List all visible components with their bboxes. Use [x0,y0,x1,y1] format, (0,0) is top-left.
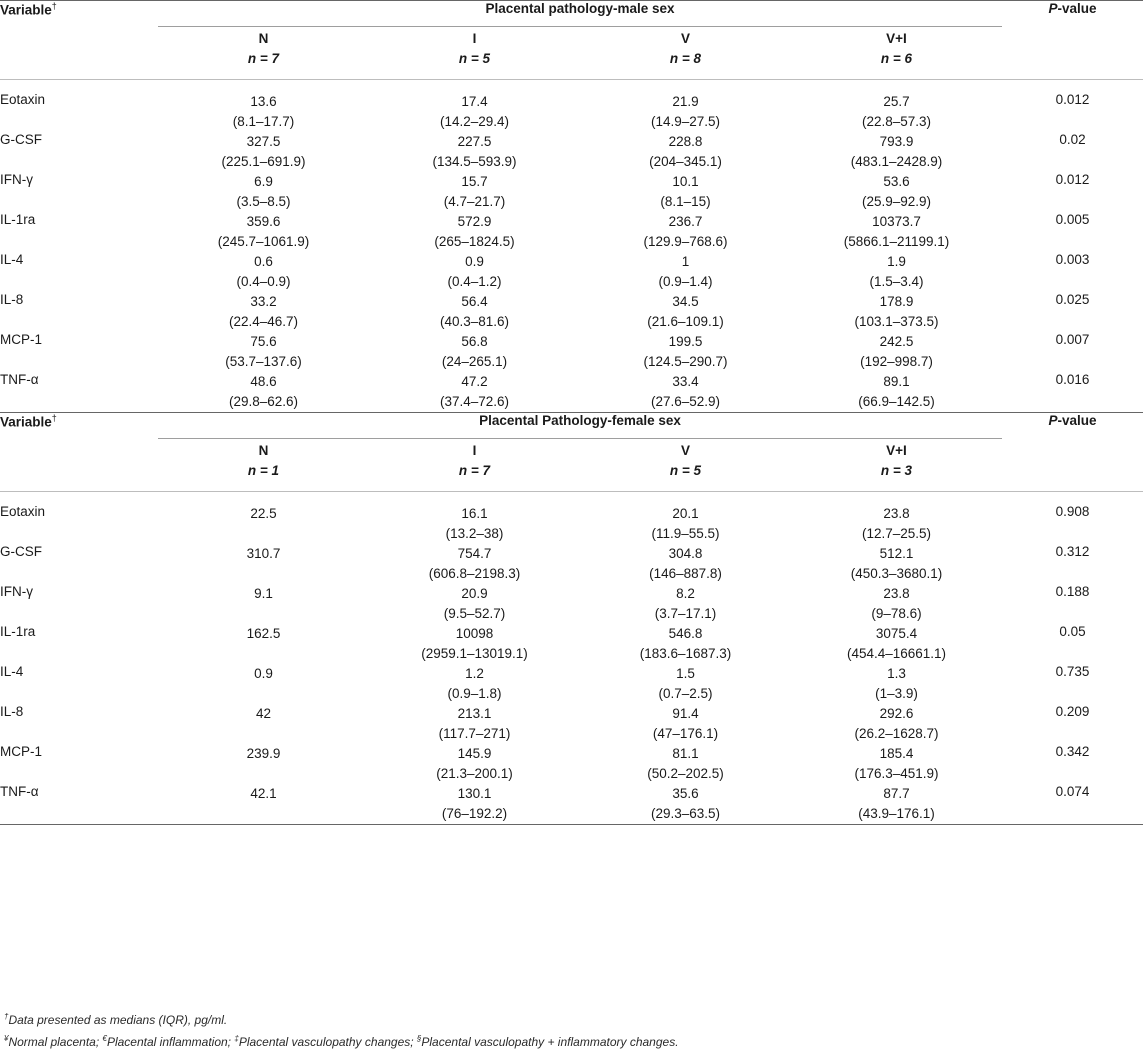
table-row [0,624,1143,664]
median-cell [580,704,791,744]
footnote-data-note [4,1012,227,1027]
group-label: V+I [886,443,907,458]
median-cell [580,372,791,413]
p-value-header-rest: -value [1057,1,1097,16]
median-value: 9.1 [254,586,273,601]
table-row [0,332,1143,372]
median-cell [791,292,1002,332]
p-value-header-rest: -value [1057,413,1097,428]
p-value-cell: 0.025 [1055,292,1090,307]
median-cell [158,292,369,332]
median-value: 213.1 [457,706,492,721]
group-header [158,441,369,492]
median-value: 162.5 [246,626,281,641]
p-value-cell: 0.012 [1055,172,1090,187]
table-row [0,584,1143,624]
iqr-value: (1–3.9) [875,686,918,701]
footnote-text: Data presented as medians (IQR), pg/ml. [8,1013,228,1027]
median-value: 20.9 [461,586,488,601]
iqr-value: (606.8–2198.3) [428,566,521,581]
iqr-value: (14.2–29.4) [439,114,510,129]
iqr-value: (29.3–63.5) [650,806,721,821]
median-cell [791,492,1002,544]
iqr-value: (176.3–451.9) [854,766,939,781]
iqr-value: (0.9–1.4) [658,274,713,289]
group-count: n = 7 [247,51,280,66]
table-row [0,664,1143,704]
p-value-cell: 0.312 [1055,544,1090,559]
median-value: 754.7 [457,546,492,561]
iqr-value: (66.9–142.5) [858,394,935,409]
median-cell [791,80,1002,132]
median-cell [369,252,580,292]
p-value-cell: 0.209 [1055,704,1090,719]
table-row [0,544,1143,584]
iqr-value: (103.1–373.5) [854,314,939,329]
median-value: 793.9 [879,134,914,149]
median-cell [791,664,1002,704]
variable-header [0,1,158,80]
section-title [158,413,1002,441]
group-count: n = 5 [669,463,702,478]
group-header [791,29,1002,80]
group-label: V [680,443,690,458]
section-title-text: Placental pathology-male sex [158,1,1002,27]
median-value: 6.9 [254,174,273,189]
table-row [0,292,1143,332]
median-value: 359.6 [246,214,281,229]
iqr-value: (47–176.1) [652,726,719,741]
iqr-value: (225.1–691.9) [221,154,306,169]
median-value: 512.1 [879,546,914,561]
median-value: 546.8 [668,626,703,641]
row-variable: IL-1ra [0,212,36,227]
median-cell [369,372,580,413]
median-value: 17.4 [461,94,488,109]
median-value: 81.1 [672,746,699,761]
median-cell [369,704,580,744]
iqr-value: (265–1824.5) [434,234,515,249]
section-header-row [0,413,1143,441]
median-cell [158,212,369,252]
iqr-value: (0.9–1.8) [447,686,502,701]
median-value: 1.2 [465,666,484,681]
median-cell [158,784,369,825]
median-value: 87.7 [883,786,910,801]
median-value: 34.5 [672,294,699,309]
median-value: 15.7 [461,174,488,189]
iqr-value: (9–78.6) [871,606,922,621]
table-row [0,80,1143,132]
median-cell [580,172,791,212]
iqr-value: (25.9–92.9) [861,194,932,209]
median-cell [580,292,791,332]
median-cell [158,492,369,544]
p-value-cell: 0.074 [1055,784,1090,799]
p-value-cell: 0.007 [1055,332,1090,347]
group-header [580,29,791,80]
iqr-value: (245.7–1061.9) [217,234,310,249]
p-value-cell: 0.005 [1055,212,1090,227]
p-value-cell: 0.342 [1055,744,1090,759]
iqr-value: (8.1–17.7) [232,114,295,129]
group-count: n = 6 [880,51,913,66]
group-header-row [0,29,1143,80]
median-cell [158,544,369,584]
p-value-header [1002,1,1143,80]
iqr-value: (13.2–38) [445,526,504,541]
iqr-value: (129.9–768.6) [643,234,728,249]
row-variable: IL-8 [0,292,24,307]
footnote-marker: ‡ [234,1034,239,1043]
median-cell [580,212,791,252]
iqr-value: (1.5–3.4) [869,274,924,289]
group-label: N [258,443,269,458]
median-value: 10373.7 [872,214,921,229]
group-header [580,441,791,492]
group-count: n = 8 [669,51,702,66]
table-row [0,492,1143,544]
median-value: 239.9 [246,746,281,761]
median-cell [369,744,580,784]
iqr-value: (192–998.7) [860,354,933,369]
iqr-value: (117.7–271) [438,726,511,741]
median-cell [369,664,580,704]
p-value-cell: 0.188 [1055,584,1090,599]
row-variable: G-CSF [0,544,42,559]
table-row [0,132,1143,172]
iqr-value: (4.7–21.7) [443,194,506,209]
median-cell [580,624,791,664]
iqr-value: (146–887.8) [649,566,722,581]
median-cell [580,492,791,544]
row-variable: TNF-α [0,784,39,799]
section-header-row [0,1,1143,29]
group-label: V+I [886,31,907,46]
median-value: 21.9 [672,94,699,109]
median-value: 10098 [455,626,494,641]
median-value: 35.6 [672,786,699,801]
variable-header-marker: † [51,413,57,423]
median-cell [791,172,1002,212]
median-cell [791,372,1002,413]
median-value: 3075.4 [875,626,918,641]
median-value: 145.9 [457,746,492,761]
median-cell [580,664,791,704]
median-cell [791,584,1002,624]
footnote-marker: € [102,1034,107,1043]
table-bottom-rule [0,825,1143,826]
median-value: 20.1 [672,506,699,521]
median-value: 327.5 [246,134,281,149]
iqr-value: (21.3–200.1) [436,766,513,781]
group-header [369,441,580,492]
row-variable: Eotaxin [0,504,46,519]
median-value: 53.6 [883,174,910,189]
iqr-value: (40.3–81.6) [439,314,510,329]
iqr-value: (22.4–46.7) [228,314,299,329]
variable-header-text: Variable [0,414,52,430]
row-variable: MCP-1 [0,744,43,759]
group-header-row [0,441,1143,492]
p-value-header-italic: P [1048,1,1058,16]
median-value: 1.3 [887,666,906,681]
median-value: 22.5 [250,506,277,521]
iqr-value: (26.2–1628.7) [854,726,939,741]
median-cell [369,624,580,664]
median-value: 33.4 [672,374,699,389]
row-variable: IL-1ra [0,624,36,639]
median-value: 304.8 [668,546,703,561]
median-value: 0.6 [254,254,273,269]
median-value: 23.8 [883,586,910,601]
group-label: I [472,31,477,46]
section-title-text: Placental Pathology-female sex [158,413,1002,439]
median-value: 42 [255,706,272,721]
iqr-value: (27.6–52.9) [650,394,721,409]
p-value-cell: 0.003 [1055,252,1090,267]
median-cell [369,212,580,252]
median-value: 185.4 [879,746,914,761]
median-value: 1.9 [887,254,906,269]
median-cell [158,252,369,292]
median-cell [158,132,369,172]
p-value-cell: 0.012 [1055,92,1090,107]
median-cell [791,332,1002,372]
iqr-value: (8.1–15) [660,194,711,209]
median-cell [791,784,1002,825]
group-label: V [680,31,690,46]
median-value: 33.2 [250,294,277,309]
row-variable: IL-4 [0,252,24,267]
group-label: N [258,31,269,46]
median-cell [158,624,369,664]
iqr-value: (134.5–593.9) [432,154,517,169]
footnote-group-legend [4,1034,679,1049]
group-count: n = 5 [458,51,491,66]
median-value: 199.5 [668,334,703,349]
median-cell [158,332,369,372]
median-cell [791,704,1002,744]
median-value: 8.2 [676,586,695,601]
iqr-value: (0.4–0.9) [236,274,291,289]
table-row [0,704,1143,744]
median-cell [369,332,580,372]
iqr-value: (21.6–109.1) [647,314,724,329]
row-variable: IFN-γ [0,584,33,599]
p-value-cell: 0.02 [1059,132,1086,147]
median-cell [791,252,1002,292]
median-cell [369,784,580,825]
p-value-cell: 0.908 [1055,504,1090,519]
table-row [0,372,1143,413]
iqr-value: (22.8–57.3) [861,114,932,129]
p-value-header-italic: P [1048,413,1058,428]
iqr-value: (14.9–27.5) [650,114,721,129]
iqr-value: (5866.1–21199.1) [843,234,950,249]
median-value: 47.2 [461,374,488,389]
iqr-value: (11.9–55.5) [651,526,720,541]
median-cell [369,132,580,172]
median-cell [158,704,369,744]
median-value: 10.1 [672,174,699,189]
table-row [0,172,1143,212]
iqr-value: (454.4–16661.1) [846,646,947,661]
iqr-value: (37.4–72.6) [439,394,510,409]
median-value: 1.5 [676,666,695,681]
median-cell [791,624,1002,664]
median-cell [158,584,369,624]
table-row [0,252,1143,292]
median-value: 91.4 [672,706,699,721]
median-value: 242.5 [879,334,914,349]
median-cell [369,80,580,132]
median-cell [580,252,791,292]
iqr-value: (204–345.1) [649,154,722,169]
footnote-marker: ¥ [4,1034,9,1043]
table-row [0,212,1143,252]
median-value: 16.1 [461,506,488,521]
iqr-value: (0.7–2.5) [658,686,713,701]
footnote-text: Placental vasculopathy + inflammatory changes. [421,1035,679,1049]
median-value: 178.9 [879,294,914,309]
group-header [791,441,1002,492]
median-cell [580,332,791,372]
iqr-value: (183.6–1687.3) [639,646,732,661]
row-variable: IFN-γ [0,172,33,187]
iqr-value: (3.7–17.1) [654,606,717,621]
median-value: 227.5 [457,134,492,149]
iqr-value: (43.9–176.1) [858,806,935,821]
table-row [0,784,1143,825]
iqr-value: (124.5–290.7) [643,354,728,369]
group-header [158,29,369,80]
iqr-value: (450.3–3680.1) [850,566,943,581]
iqr-value: (29.8–62.6) [228,394,299,409]
row-variable: IL-4 [0,664,24,679]
median-cell [158,372,369,413]
p-value-header [1002,413,1143,492]
median-value: 0.9 [254,666,273,681]
median-cell [580,584,791,624]
group-count: n = 3 [880,463,913,478]
row-variable: IL-8 [0,704,24,719]
p-value-cell: 0.05 [1059,624,1086,639]
median-value: 48.6 [250,374,277,389]
section-title [158,1,1002,29]
footnote-text: Placental vasculopathy changes; [238,1035,417,1049]
median-value: 1 [681,254,690,269]
median-cell [369,584,580,624]
iqr-value: (24–265.1) [441,354,508,369]
median-cell [158,80,369,132]
row-variable: MCP-1 [0,332,43,347]
median-value: 292.6 [879,706,914,721]
median-value: 130.1 [457,786,492,801]
group-label: I [472,443,477,458]
row-variable: TNF-α [0,372,39,387]
footnote-text: Placental inflammation; [106,1035,235,1049]
median-value: 310.7 [246,546,281,561]
median-cell [580,784,791,825]
median-cell [580,80,791,132]
median-cell [791,212,1002,252]
median-cell [158,172,369,212]
group-count: n = 1 [247,463,280,478]
median-value: 236.7 [668,214,703,229]
row-variable: G-CSF [0,132,42,147]
table-row [0,744,1143,784]
median-cell [158,744,369,784]
variable-header-marker: † [51,1,57,11]
iqr-value: (2959.1–13019.1) [421,646,528,661]
median-value: 572.9 [457,214,492,229]
footnote-marker: † [4,1012,9,1021]
median-value: 75.6 [250,334,277,349]
median-cell [791,744,1002,784]
median-value: 0.9 [465,254,484,269]
iqr-value: (9.5–52.7) [443,606,506,621]
median-cell [369,492,580,544]
footnote-marker: § [416,1034,422,1043]
iqr-value: (12.7–25.5) [861,526,932,541]
variable-header-text: Variable [0,2,52,18]
iqr-value: (53.7–137.6) [225,354,302,369]
median-cell [158,664,369,704]
p-value-cell: 0.016 [1055,372,1090,387]
iqr-value: (50.2–202.5) [647,766,724,781]
median-cell [580,132,791,172]
variable-header [0,413,158,492]
iqr-value: (483.1–2428.9) [850,154,943,169]
median-cell [580,744,791,784]
row-variable: Eotaxin [0,92,46,107]
iqr-value: (76–192.2) [441,806,508,821]
median-cell [369,544,580,584]
median-cell [580,544,791,584]
median-value: 56.8 [461,334,488,349]
median-value: 25.7 [883,94,910,109]
iqr-value: (3.5–8.5) [236,194,291,209]
group-header [369,29,580,80]
p-value-cell: 0.735 [1055,664,1090,679]
median-value: 23.8 [883,506,910,521]
median-value: 56.4 [461,294,488,309]
median-value: 13.6 [250,94,277,109]
median-cell [369,172,580,212]
median-cell [791,132,1002,172]
median-cell [369,292,580,332]
median-cell [791,544,1002,584]
iqr-value: (0.4–1.2) [447,274,502,289]
median-value: 228.8 [668,134,703,149]
median-value: 42.1 [250,786,277,801]
group-count: n = 7 [458,463,491,478]
footnote-text: Normal placenta; [8,1035,103,1049]
median-value: 89.1 [883,374,910,389]
